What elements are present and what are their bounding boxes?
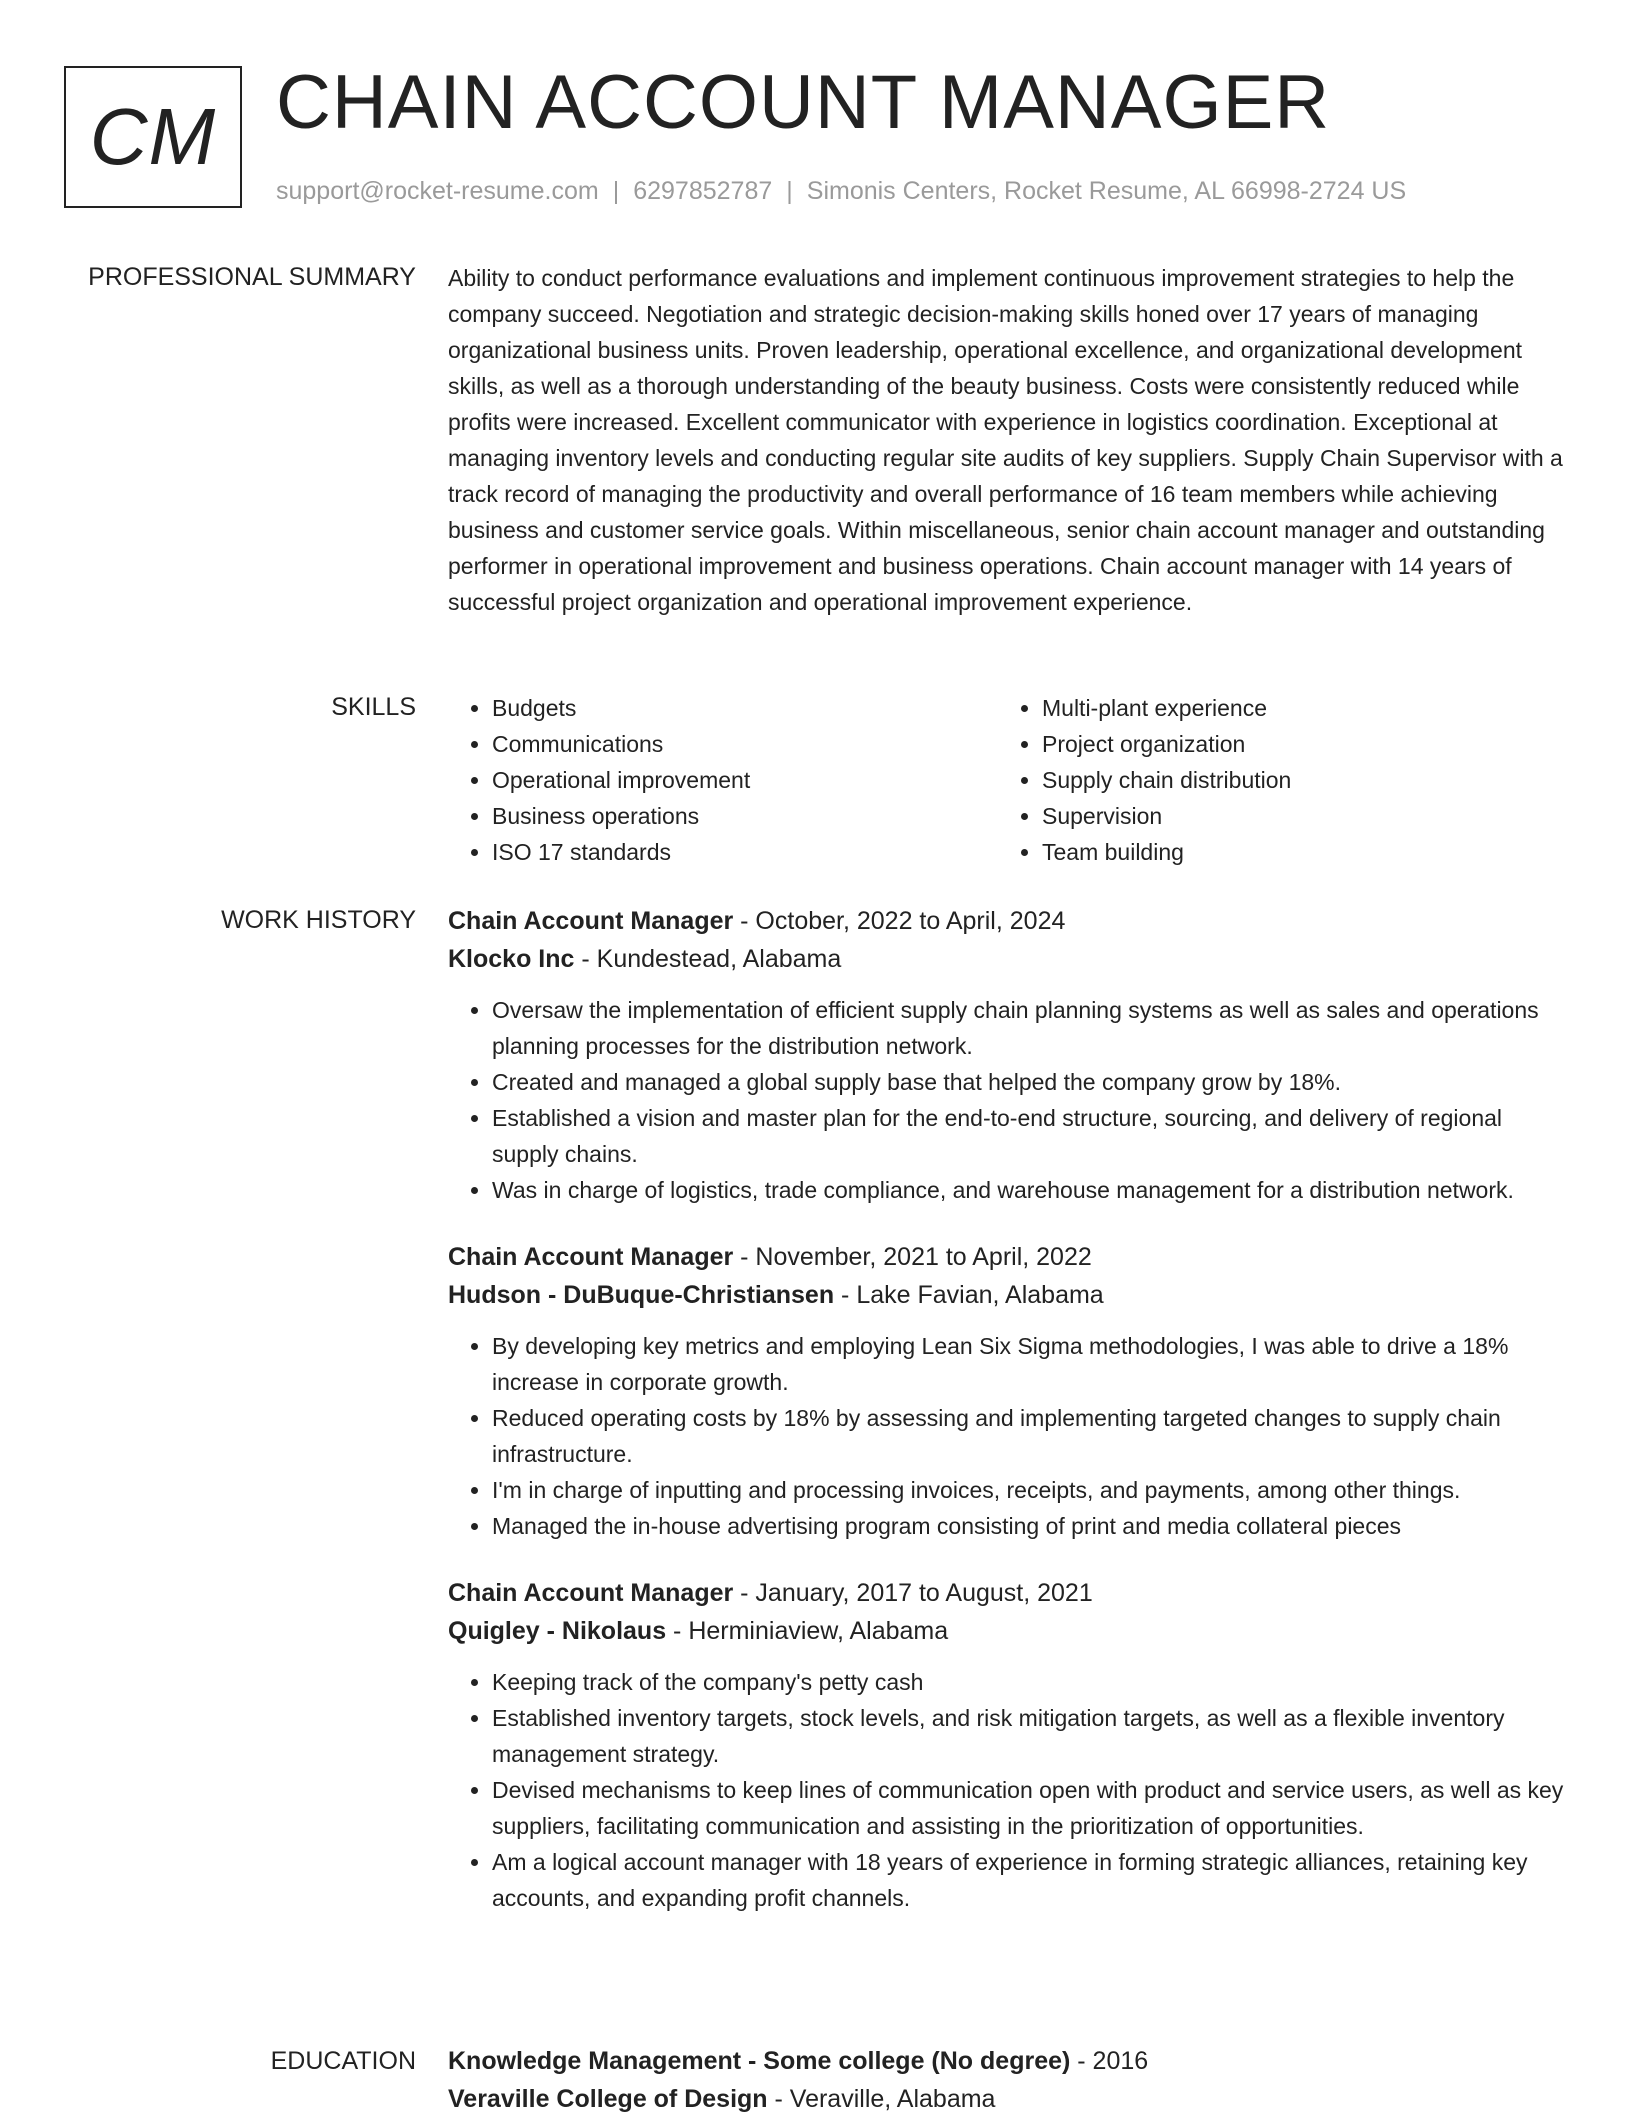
section-label-summary: PROFESSIONAL SUMMARY [88, 263, 416, 291]
skill-item: • Supply chain distribution [1042, 762, 1548, 798]
job-dates: - October, 2022 to April, 2024 [733, 907, 1066, 935]
job-bullet: • Devised mechanisms to keep lines of communication open with product and service users, as well as key suppliers, facilitating communication and assisting in the prioritization of opportunities. [492, 1772, 1568, 1844]
job-bullet: • By developing key metrics and employing Lean Six Sigma methodologies, I was able to drive a 18% increase in corporate growth. [492, 1328, 1568, 1400]
education-school-line [448, 2080, 1568, 2112]
job-bullet: • I'm in charge of inputting and processing invoices, receipts, and payments, among other things. [492, 1472, 1568, 1508]
job-bullet: • Was in charge of logistics, trade compliance, and warehouse management for a distribution network. [492, 1172, 1568, 1208]
education-school: Veraville College of Design [448, 2085, 768, 2112]
summary-section [448, 260, 1568, 620]
contact-phone[interactable]: 6297852787 [633, 177, 773, 205]
job-title: Chain Account Manager [448, 1243, 734, 1271]
job-location: - Herminiaview, Alabama [666, 1617, 949, 1645]
contact-separator: | [612, 177, 620, 205]
job-entry [448, 1238, 1568, 1544]
job-bullet: • Established a vision and master plan for the end-to-end structure, sourcing, and delivery of regional supply chains. [492, 1100, 1568, 1172]
education-location: - Veraville, Alabama [767, 2085, 996, 2112]
job-entry [448, 902, 1568, 1208]
education-degree: Knowledge Management - Some college (No degree) [448, 2047, 1071, 2075]
job-bullet: • Managed the in-house advertising program consisting of print and media collateral pieces [492, 1508, 1568, 1544]
initials-monogram: CM [64, 66, 242, 208]
skills-list-left [448, 690, 998, 870]
skills-list-right [998, 690, 1548, 870]
education-year: - 2016 [1070, 2047, 1149, 2075]
job-title-line [448, 1238, 1568, 1276]
resume-name-title: CHAIN ACCOUNT MANAGER [276, 60, 1331, 145]
job-company: Quigley - Nikolaus [448, 1617, 667, 1645]
skill-item: • Team building [1042, 834, 1548, 870]
skill-item: • Operational improvement [492, 762, 998, 798]
job-bullets [448, 992, 1568, 1208]
job-bullets [448, 1328, 1568, 1544]
section-label-work-history: WORK HISTORY [221, 906, 416, 934]
skill-item: • Multi-plant experience [1042, 690, 1548, 726]
job-company-line [448, 940, 1568, 978]
job-bullet: • Oversaw the implementation of efficient supply chain planning systems as well as sales and operations planning processes for the distribution network. [492, 992, 1568, 1064]
job-dates: - November, 2021 to April, 2022 [733, 1243, 1092, 1271]
job-location: - Lake Favian, Alabama [834, 1281, 1104, 1309]
work-history-section [448, 902, 1568, 1946]
skill-item: • Project organization [1042, 726, 1548, 762]
section-label-education: EDUCATION [270, 2047, 416, 2075]
skill-item: • Communications [492, 726, 998, 762]
job-entry [448, 1574, 1568, 1916]
summary-text: Ability to conduct performance evaluations and implement continuous improvement strategies to help the company succeed. Negotiation and strategic decision-making skills honed over 17 years of managing organizational business units. Proven leadership, operational excellence, and organizational development skills, as well as a thorough understanding of the beauty business. Costs were consistently reduced while profits were increased. Excellent communicator with experience in logistics coordination. Exceptional at managing inventory levels and conducting regular site audits of key suppliers. Supply Chain Supervisor with a track record of managing the productivity and overall performance of 16 team members while achieving business and customer service goals. Within miscellaneous, senior chain account manager and outstanding performer in operational improvement and business operations. Chain account manager with 14 years of successful project organization and operational improvement experience. [448, 265, 1563, 615]
job-location: - Kundestead, Alabama [574, 945, 842, 973]
job-bullet: • Reduced operating costs by 18% by assessing and implementing targeted changes to supply chain infrastructure. [492, 1400, 1568, 1472]
section-label-skills: SKILLS [331, 693, 416, 721]
job-company-line [448, 1612, 1568, 1650]
contact-line [276, 174, 1406, 208]
job-title: Chain Account Manager [448, 907, 734, 935]
job-bullet: • Keeping track of the company's petty cash [492, 1664, 1568, 1700]
job-company-line [448, 1276, 1568, 1314]
job-company: Hudson - DuBuque-Christiansen [448, 1281, 835, 1309]
education-section [448, 2042, 1568, 2112]
job-title-line [448, 902, 1568, 940]
skills-grid [448, 690, 1568, 870]
education-degree-line [448, 2042, 1568, 2080]
contact-separator: | [786, 177, 793, 205]
job-company: Klocko Inc [448, 945, 575, 973]
skill-item: • ISO 17 standards [492, 834, 998, 870]
skill-item: • Supervision [1042, 798, 1548, 834]
skills-section [448, 690, 1568, 870]
skill-item: • Business operations [492, 798, 998, 834]
job-bullet: • Established inventory targets, stock levels, and risk mitigation targets, as well as a flexible inventory management strategy. [492, 1700, 1568, 1772]
job-title: Chain Account Manager [448, 1579, 734, 1607]
job-bullet: • Am a logical account manager with 18 years of experience in forming strategic alliances, retaining key accounts, and expanding profit channels. [492, 1844, 1568, 1916]
job-dates: - January, 2017 to August, 2021 [733, 1579, 1093, 1607]
skill-item: • Budgets [492, 690, 998, 726]
job-bullets [448, 1664, 1568, 1916]
contact-email[interactable]: support@rocket-resume.com [276, 177, 599, 205]
job-bullet: • Created and managed a global supply base that helped the company grow by 18%. [492, 1064, 1568, 1100]
contact-address: Simonis Centers, Rocket Resume, AL 66998-2724 US [806, 177, 1407, 205]
job-title-line [448, 1574, 1568, 1612]
